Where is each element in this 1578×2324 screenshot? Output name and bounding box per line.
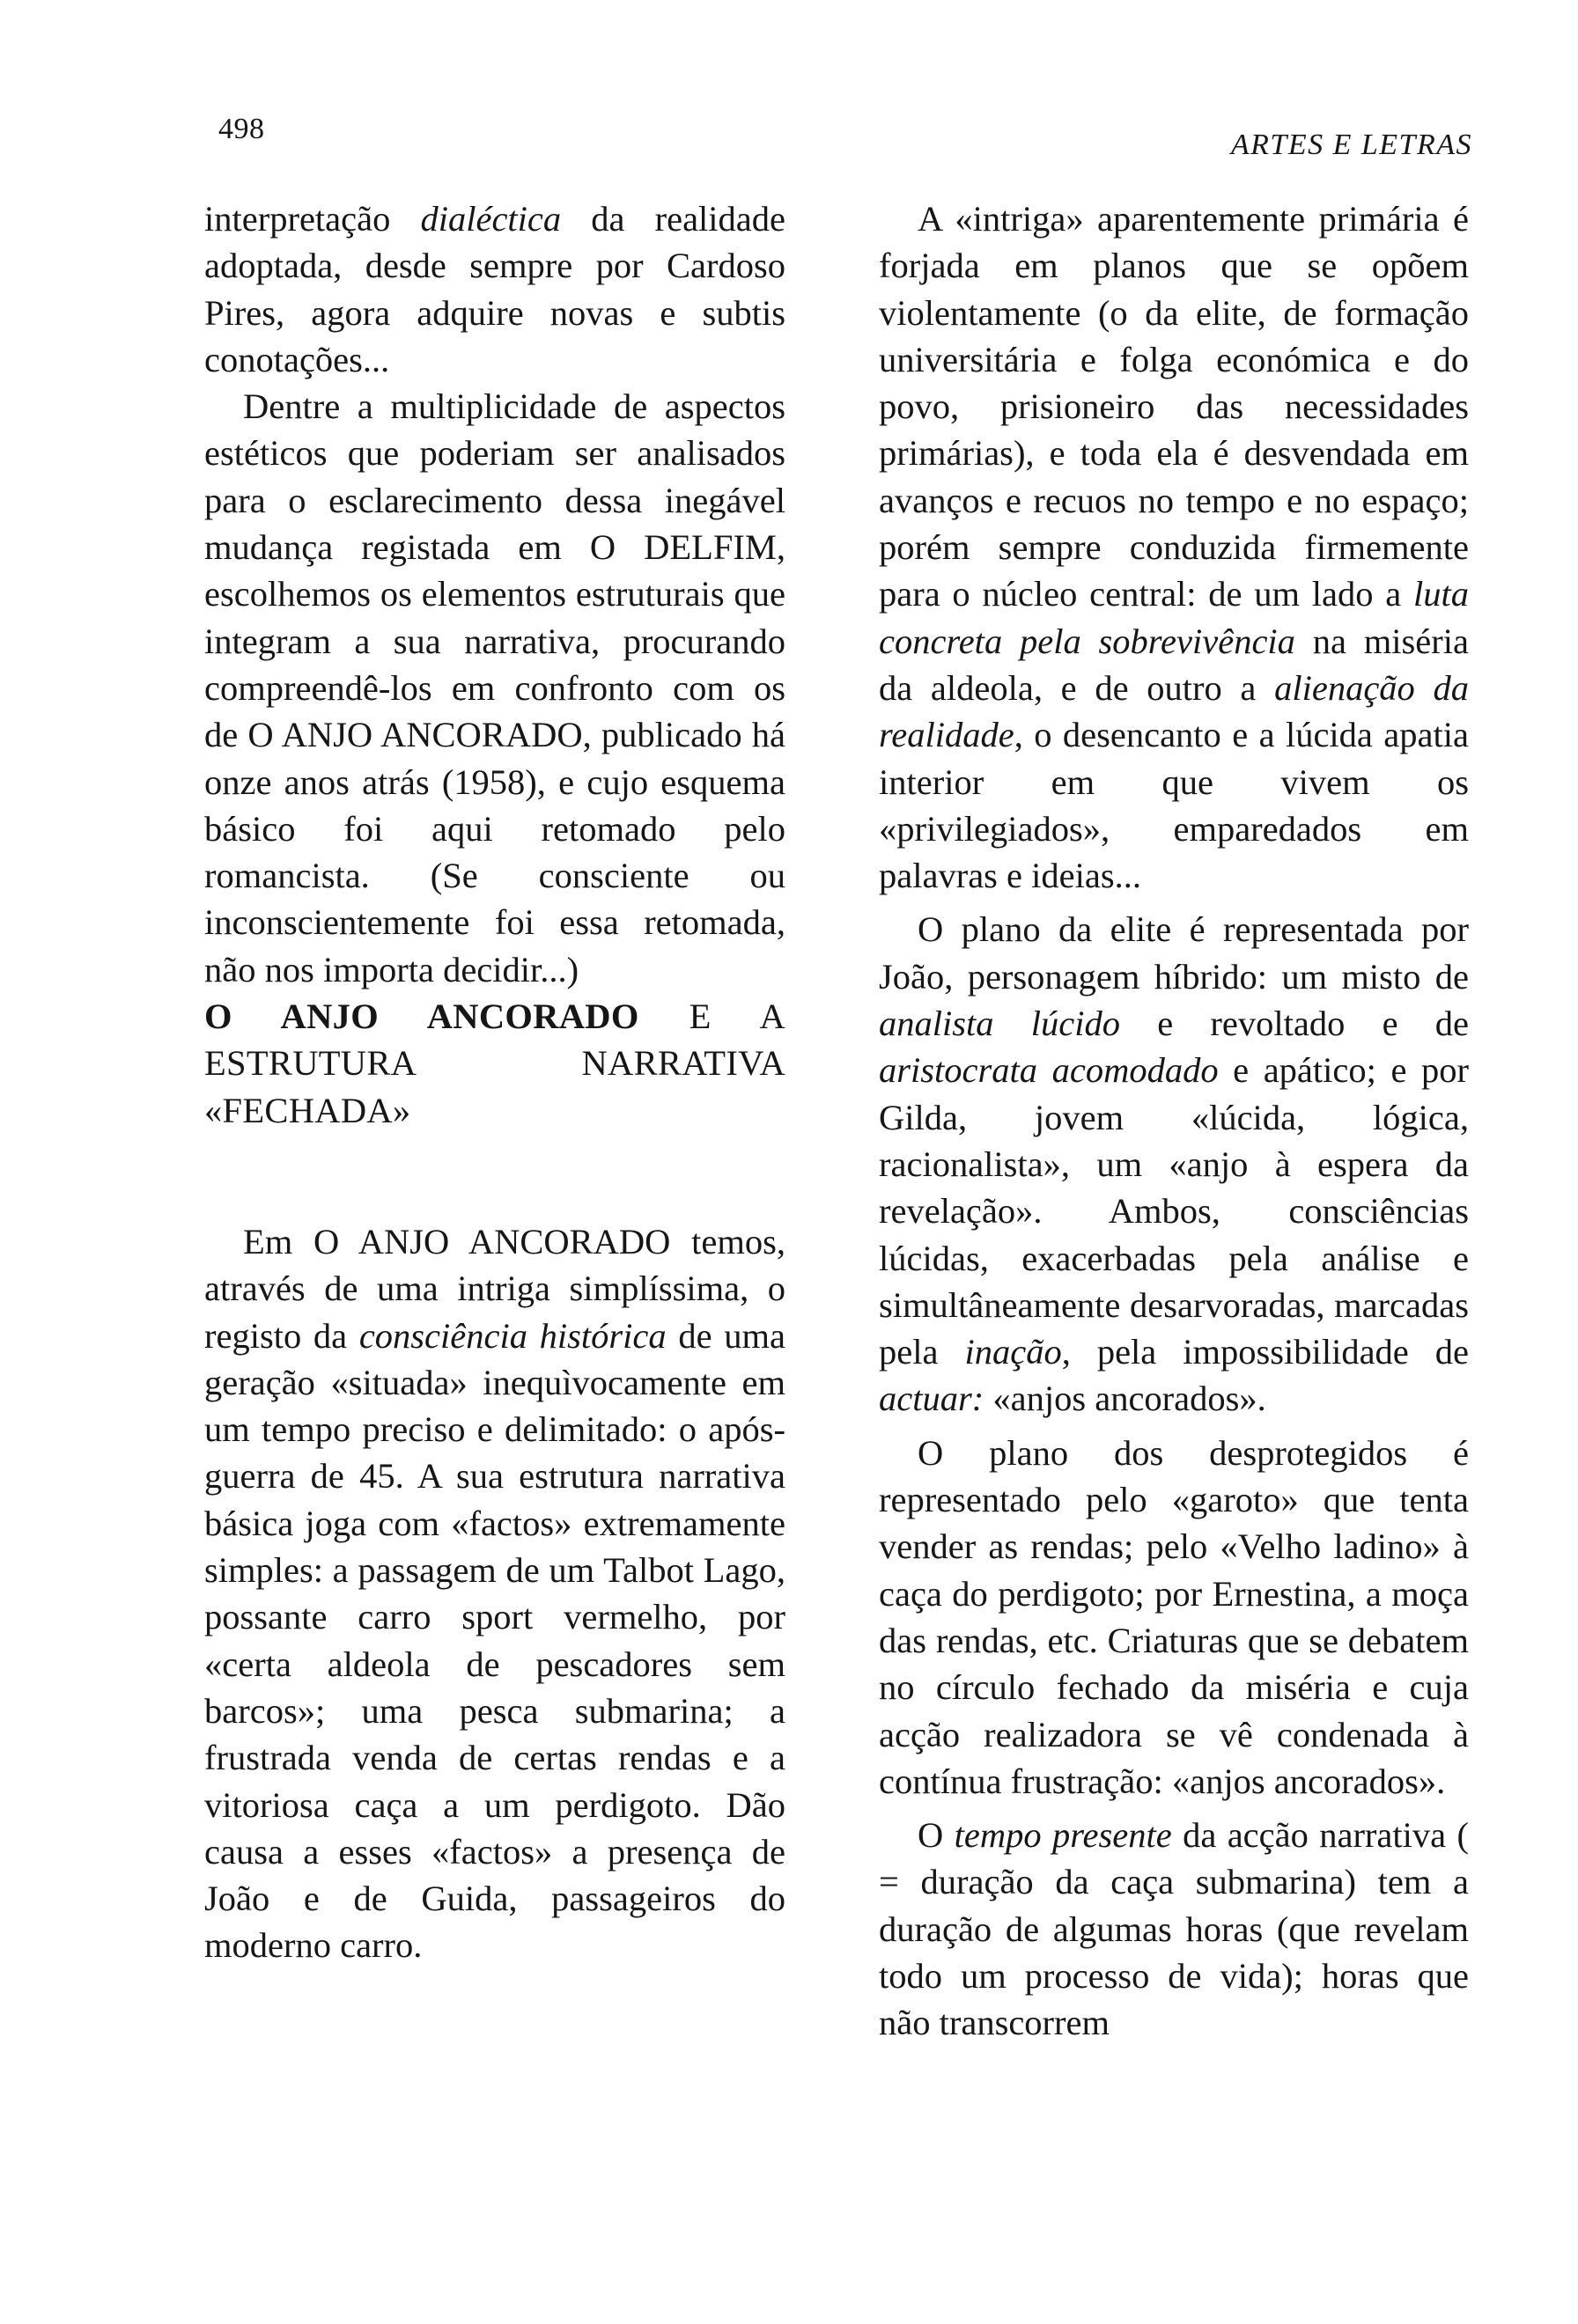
right-column: [879, 195, 1469, 2047]
right-paragraph-3: O plano dos desprotegidos é representado pelo «garoto» que tenta vender as rendas; pelo «Velho ladino» à caça do perdigoto; por Ernestina, a moça das rendas, etc. Criaturas que se debatem no círculo fechado da miséria e cuja acção realizadora se vê condenada à contínua frustração: «anjos ancorados».: [879, 1432, 1469, 1801]
emphasis-alienacao: alienação da realidade: [879, 667, 1469, 755]
section-heading: [204, 993, 785, 1134]
left-paragraph-2: Dentre a multiplicidade de aspectos estéticos que poderiam ser analisados para o esclarecimento dessa inegável mudança registada em O DELFIM, escolhemos os elementos estruturais que integram a sua narrativa, procurando compreendê-los em confronto com os de O ANJO ANCORADO, publicado há onze anos atrás (1958), e cujo esquema básico foi aqui retomado pelo romancista. (Se consciente ou inconscientemente foi essa retomada, não nos importa decidir...): [204, 386, 785, 989]
left-column: [204, 195, 785, 1969]
emphasis-tempo-presente: tempo presente: [954, 1815, 1172, 1856]
section-heading-bold: O ANJO ANCORADO: [204, 997, 639, 1037]
right-paragraph-2: O plano da elite é representada por João, personagem híbrido: um misto de analista lúcido e revoltado e de aristocrata acomodado e apático; e por Gilda, jovem «lúcida, lógica, racionalista», um «anjo à espera da revelação». Ambos, consciências lúcidas, exacerbadas pela análise e simultâneamente desarvoradas, marcadas pela inação, pela impossibilidade de actuar: «anjos ancorados».: [879, 909, 1470, 1419]
emphasis-inacao: inação: [964, 1332, 1062, 1372]
page-number: 498: [218, 113, 265, 145]
emphasis-aristocrata-acomodado: aristocrata acomodado: [879, 1050, 1219, 1091]
right-paragraph-4: O tempo presente da acção narrativa ( = duração da caça submarina) tem a duração de algumas horas (que revelam todo um processo de vida); horas que não transcorrem: [879, 1815, 1469, 2043]
section-heading-rest: E A ESTRUTURA NARRATIVA «FECHADA»: [204, 997, 785, 1130]
running-head: ARTES E LETRAS: [1230, 129, 1472, 161]
right-paragraph-1: A «intriga» aparentemente primária é forjada em planos que se opõem violentamente (o da elite, de formação universitária e folga económica e do povo, prisioneiro das necessidades primárias), e toda ela é desvendada em avanços e recuos no tempo e no espaço; porém sempre conduzida firmemente para o núcleo central: de um lado a luta concreta pela sobrevivência na miséria da aldeola, e de outro a alienação da realidade, o desencanto e a lúcida apatia interior em que vivem os «privilegiados», emparedados em palavras e ideias...: [879, 199, 1469, 896]
left-paragraph-1: interpretação dialéctica da realidade adoptada, desde sempre por Cardoso Pires, agora adquire novas e subtis conotações...: [204, 199, 785, 379]
emphasis-actuar: actuar:: [879, 1379, 984, 1419]
left-paragraph-3: Em O ANJO ANCORADO temos, através de uma intriga simplíssima, o registo da consciência histórica de uma geração «situada» inequìvocamente em um tempo preciso e delimitado: o após-guerra de 45. A sua estrutura narrativa básica joga com «factos» extremamente simples: a passagem de um Talbot Lago, possante carro sport vermelho, por «certa aldeola de pescadores sem barcos»; uma pesca submarina; a frustrada venda de certas rendas e a vitoriosa caça a um perdigoto. Dão causa a esses «factos» a presença de João e de Guida, passageiros do moderno carro.: [204, 1221, 785, 1966]
emphasis-analista-lucido: analista lúcido: [879, 1004, 1120, 1044]
emphasis-consciencia-historica: consciência histórica: [358, 1315, 667, 1356]
emphasis-dialectica: dialéctica: [420, 199, 562, 239]
emphasis-luta-concreta: luta concreta pela sobrevivência: [879, 574, 1469, 661]
